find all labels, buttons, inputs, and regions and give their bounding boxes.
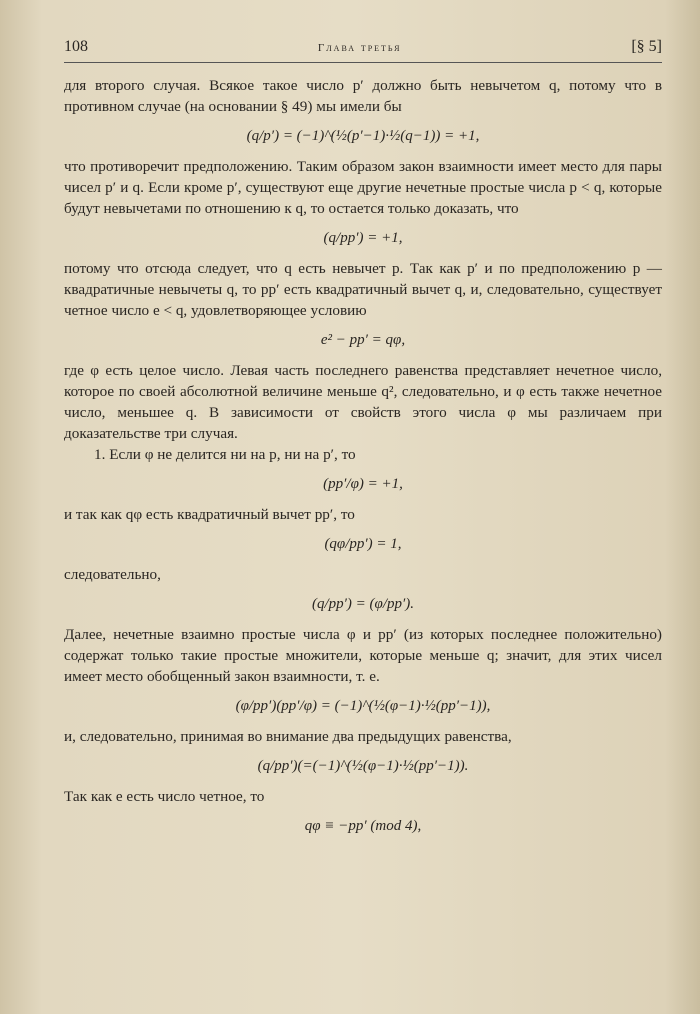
formula: (φ/pp′)(pp′/φ) = (−1)^(½(φ−1)·½(pp′−1)),: [235, 698, 491, 714]
formula: (q/pp′)(=(−1)^(½(φ−1)·½(pp′−1)).: [257, 758, 469, 774]
paragraph: 1. Если φ не делится ни на p, ни на p′, то: [94, 446, 356, 463]
paragraph: Далее, нечетные взаимно простые числа φ и pp′ (из которых последнее положительно) содержат только такие простые множители, которые меньше q; значит, для этих чисел имеет место обобщенный закон взаимности, т. е.: [64, 626, 662, 685]
formula: (pp′/φ) = +1,: [323, 476, 403, 492]
formula: e² − pp′ = qφ,: [320, 332, 406, 348]
paragraph: и, следовательно, принимая во внимание два предыдущих равенства,: [64, 728, 512, 745]
paragraph: потому что отсюда следует, что q есть невычет p. Так как p′ и по предположению p — квадратичные невычеты q, то pp′ есть квадратичный вычет q, и, следовательно, существует четное число e < q, удовлетворяющее условию: [64, 260, 662, 319]
paragraph: для второго случая. Всякое такое число p′ должно быть невычетом q, потому что в противном случае (на основании § 49) мы имели бы: [64, 77, 662, 115]
chapter-title: Глава третья: [317, 42, 402, 54]
page-header: [64, 36, 662, 63]
paragraph: и так как qφ есть квадратичный вычет pp′, то: [64, 506, 355, 523]
paragraph: где φ есть целое число. Левая часть последнего равенства представляет нечетное число, которое по своей абсолютной величине меньше q², следовательно, и φ есть также нечетное число, меньшее q. В зависимости от свойств этого числа φ мы различаем при доказательстве три случая.: [64, 362, 662, 442]
paragraph: следовательно,: [64, 566, 161, 583]
formula: (q/pp′) = +1,: [323, 230, 403, 246]
paragraph: что противоречит предположению. Таким образом закон взаимности имеет место для пары чисел p′ и q. Если кроме p′, существуют еще другие нечетные простые числа p < q, которые будут невычетами по отношению к q, то остается только доказать, что: [64, 158, 662, 217]
section-ref: [§ 5]: [631, 38, 662, 55]
formula: (q/pp′) = (φ/pp′).: [311, 596, 415, 612]
formula: (qφ/pp′) = 1,: [324, 536, 402, 552]
formula: qφ ≡ −pp′ (mod 4),: [304, 818, 422, 834]
paragraph: Так как e есть число четное, то: [64, 788, 265, 805]
formula: (q/p′) = (−1)^(½(p′−1)·½(q−1)) = +1,: [246, 128, 480, 144]
page-number: 108: [64, 38, 88, 55]
